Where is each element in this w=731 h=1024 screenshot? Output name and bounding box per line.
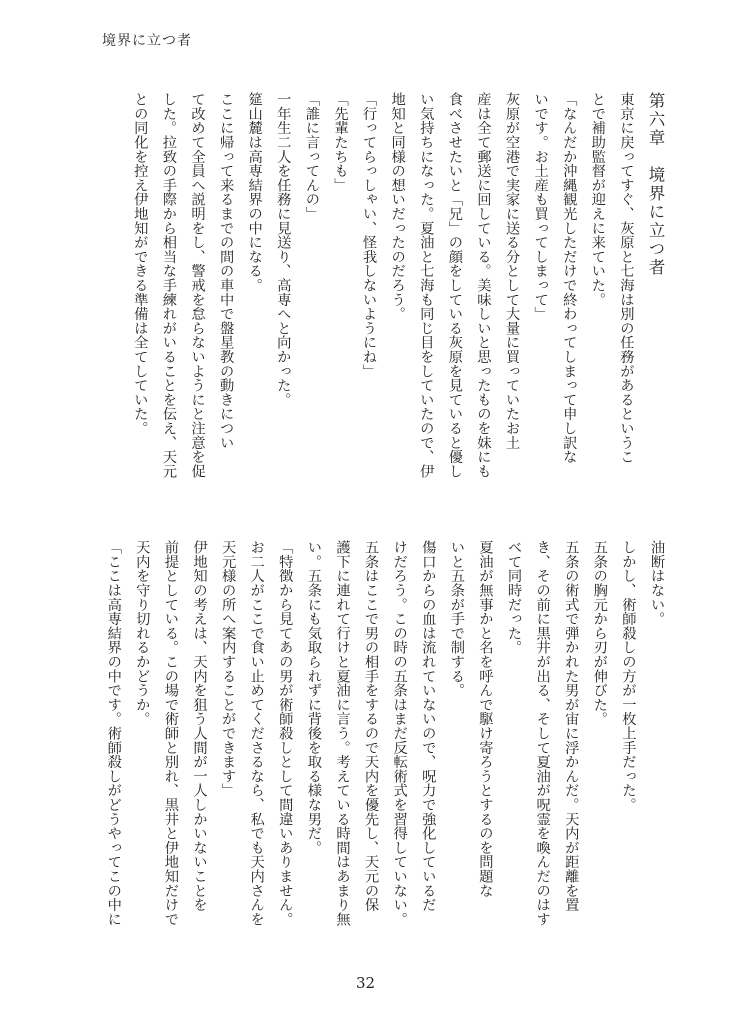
page-number: 32 [355,974,376,992]
text-line: 伊地知の考えは、天内を狙う人間が一人しかいないことを [191,540,208,912]
text-line: 一年生二人を任務に見送り、高専へと向かった。 [275,92,292,407]
text-line: い気持ちになった。夏油と七海も同じ目をしていたので、伊 [418,92,435,479]
text-line: けだろう。この時の五条はまだ反転術式を習得していない。 [391,540,408,926]
text-line: き、その前に黒井が出る、そして夏油が呪霊を喚んだのはす [534,540,551,926]
text-line: 「先輩たちも」 [332,92,349,193]
text-line: 灰原が空港で実家に送る分として大量に買っていたお土 [504,92,521,450]
text-line: いと五条が手で制する。 [448,540,465,698]
text-line: との同化を控え伊地知ができる準備は全てしていた。 [132,92,149,436]
text-line: 五条の術式で弾かれた男が宙に浮かんだ。天内が距離を置 [563,540,580,912]
text-line: いです。お土産も買ってしまって」 [532,92,549,321]
text-line: て改めて全員へ説明をし、警戒を怠らないようにと注意を促 [189,92,206,479]
text-line: 「特徴から見てあの男が術師殺しとして間違いありません。 [277,540,294,926]
text-line: 筵山麓は高専結界の中になる。 [246,92,263,293]
text-line: 五条はここで男の相手をするので天内を優先し、天元の保 [363,540,380,912]
upper-text-block [126,92,669,484]
text-line: しかし、術師殺しの方が一枚上手だった。 [620,540,637,812]
text-line: 五条の胸元から刃が伸びた。 [591,540,608,726]
text-line: 食べさせたいと「兄」の顔をしている灰原を見ていると優し [446,92,463,479]
text-line: 「誰に言ってんの」 [303,92,320,221]
text-line: 産は全て郵送に回している。美味しいと思ったものを妹にも [475,92,492,479]
text-line: 護下に連れて行けと夏油に言う。考えている時間はあまり無 [334,540,351,926]
text-line: 東京に戻ってすぐ、灰原と七海は別の任務があるというこ [618,92,635,464]
text-line: 「行ってらっしゃい、怪我しないようにね」 [361,92,378,378]
text-line: ここに帰って来るまでの間の車中で盤星教の動きについ [218,92,235,450]
text-line: とで補助監督が迎えに来ていた。 [589,92,606,307]
text-line: 地知と同様の想いだったのだろう。 [389,92,406,321]
text-line: 「ここは高専結界の中です。術師殺しがどうやってこの中に [105,540,122,926]
text-line: 油断はない。 [649,540,665,626]
text-line: 天内を守り切れるかどうか。 [134,540,151,726]
text-line: べて同時だった。 [506,540,523,655]
text-line: 傷口からの血は流れていないので、呪力で強化しているだ [420,540,437,912]
text-line: お二人がここで食い止めてくださるなら、私でも天内さんを [248,540,265,926]
text-line: 夏油が無事かと名を呼んで駆け寄ろうとするのを問題な [477,540,494,898]
chapter-title: 第六章 境界に立つ者 [646,92,665,277]
text-line: い。五条にも気取られずに背後を取る様な男だ。 [305,540,322,855]
text-line: 前提としている。この場で術師と別れ、黒井と伊地知だけで [162,540,179,926]
text-line: 天元様の所へ案内することができます」 [220,540,237,798]
lower-text-block [99,540,671,926]
text-line: した。拉致の手際から相当な手練れがいることを伝え、天元 [160,92,177,479]
running-header: 境界に立つ者 [102,33,192,49]
text-line: 「なんだか沖縄観光しただけで終わってしまって申し訳な [561,92,578,464]
